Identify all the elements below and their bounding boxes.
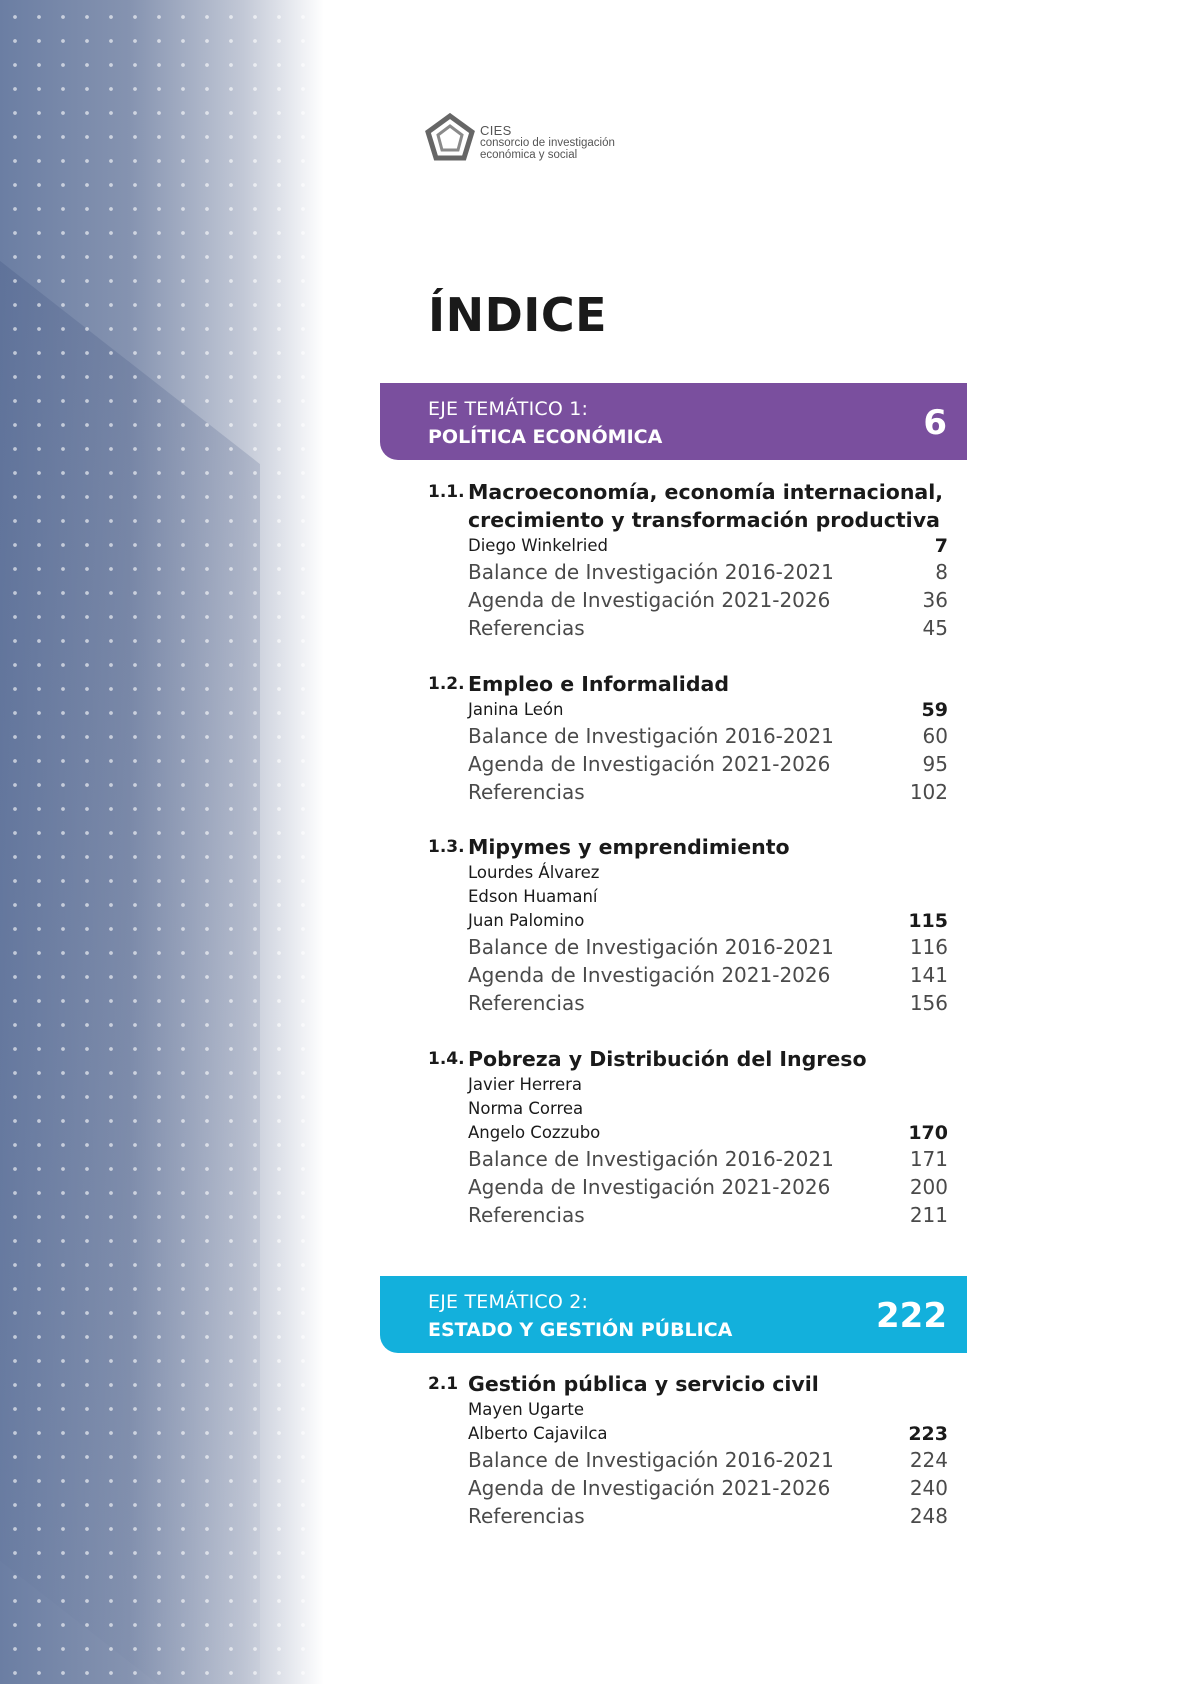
section-title-line1: Macroeconomía, economía internacional, [468,480,944,504]
axis-banner-1 [380,383,967,460]
section-author [428,885,948,909]
entry-page-number: 200 [909,1175,948,1199]
decorative-sidebar [0,0,324,1684]
author-name: Edson Huamaní [468,887,598,906]
section-number: 1.1. [428,482,465,502]
entry-label: Agenda de Investigación 2021-2026 [468,1476,831,1500]
toc-entry [428,586,948,614]
section-number: 1.3. [428,837,465,857]
section-number: 1.4. [428,1049,465,1069]
section-author [428,1121,948,1145]
entry-label: Referencias [468,1504,585,1528]
section-author [428,1073,948,1097]
section-author [428,698,948,722]
entry-label: Referencias [468,616,585,640]
author-name: Mayen Ugarte [468,1400,585,1419]
entry-label: Referencias [468,1203,585,1227]
toc-entry [428,614,948,642]
entry-page-number: 224 [909,1448,948,1472]
section-author [428,1398,948,1422]
axis-page-number: 222 [876,1296,947,1336]
entry-page-number: 156 [909,991,948,1015]
entry-page-number: 248 [909,1504,948,1528]
entry-label: Balance de Investigación 2016-2021 [468,1147,834,1171]
logo-subtitle-line2: económica y social [480,149,578,161]
section-title-line1: Empleo e Informalidad [468,672,729,696]
section-number: 2.1 [428,1374,459,1394]
section-page-number: 170 [908,1122,948,1144]
toc-section-1-2 [428,670,948,806]
axis-page-number: 6 [923,403,947,443]
entry-label: Referencias [468,991,585,1015]
entry-page-number: 102 [909,780,948,804]
author-name: Lourdes Álvarez [468,863,600,882]
entry-page-number: 60 [922,724,948,748]
section-title-line1: Gestión pública y servicio civil [468,1372,819,1396]
axis-label: EJE TEMÁTICO 2: [428,1291,589,1313]
entry-page-number: 240 [909,1476,948,1500]
entry-label: Balance de Investigación 2016-2021 [468,724,834,748]
toc-entry [428,558,948,586]
section-heading [428,1045,948,1073]
entry-page-number: 211 [909,1203,948,1227]
section-title-line2: crecimiento y transformación productiva [468,508,940,532]
entry-page-number: 171 [909,1147,948,1171]
section-author [428,861,948,885]
toc-entry [428,778,948,806]
entry-label: Balance de Investigación 2016-2021 [468,560,834,584]
toc-entry [428,1145,948,1173]
axis-name: ESTADO Y GESTIÓN PÚBLICA [428,1319,733,1341]
toc-entry [428,1201,948,1229]
section-author [428,1097,948,1121]
toc-entry [428,1502,948,1530]
author-name: Angelo Cozzubo [468,1123,601,1142]
section-page-number: 59 [921,699,948,721]
section-title-line1: Pobreza y Distribución del Ingreso [468,1047,867,1071]
section-page-number: 7 [934,535,948,557]
entry-page-number: 8 [935,560,948,584]
section-heading [428,478,948,534]
entry-page-number: 116 [909,935,948,959]
section-heading [428,833,948,861]
entry-label: Balance de Investigación 2016-2021 [468,935,834,959]
author-name: Alberto Cajavilca [468,1424,608,1443]
toc-entry [428,1446,948,1474]
author-name: Janina León [468,700,564,719]
toc-entry [428,750,948,778]
cies-logo [424,112,684,168]
section-page-number: 223 [908,1423,948,1445]
logo-name: CIES [480,123,512,138]
toc-section-1-1 [428,478,948,642]
pentagon-logo-icon [424,112,476,168]
entry-label: Balance de Investigación 2016-2021 [468,1448,834,1472]
section-author [428,1422,948,1446]
dot-pattern [0,0,324,1684]
entry-label: Agenda de Investigación 2021-2026 [468,752,831,776]
entry-label: Agenda de Investigación 2021-2026 [468,1175,831,1199]
entry-page-number: 95 [922,752,948,776]
section-title-line1: Mipymes y emprendimiento [468,835,790,859]
author-name: Norma Correa [468,1099,584,1118]
author-name: Juan Palomino [468,911,585,930]
section-author [428,909,948,933]
section-number: 1.2. [428,674,465,694]
entry-page-number: 45 [922,616,948,640]
toc-section-2-1 [428,1370,948,1530]
entry-page-number: 36 [922,588,948,612]
axis-name: POLÍTICA ECONÓMICA [428,426,663,448]
author-name: Javier Herrera [468,1075,583,1094]
toc-entry [428,933,948,961]
section-heading [428,1370,948,1398]
logo-subtitle-line1: consorcio de investigación [480,137,615,149]
section-heading [428,670,948,698]
page-title: ÍNDICE [428,288,608,342]
toc-entry [428,961,948,989]
toc-section-1-4 [428,1045,948,1229]
toc-entry [428,1474,948,1502]
axis-banner-2 [380,1276,967,1353]
entry-label: Referencias [468,780,585,804]
section-author [428,534,948,558]
toc-entry [428,1173,948,1201]
axis-label: EJE TEMÁTICO 1: [428,398,589,420]
toc-entry [428,722,948,750]
section-page-number: 115 [908,910,948,932]
entry-label: Agenda de Investigación 2021-2026 [468,963,831,987]
author-name: Diego Winkelried [468,536,608,555]
entry-page-number: 141 [909,963,948,987]
toc-section-1-3 [428,833,948,1017]
toc-entry [428,989,948,1017]
entry-label: Agenda de Investigación 2021-2026 [468,588,831,612]
